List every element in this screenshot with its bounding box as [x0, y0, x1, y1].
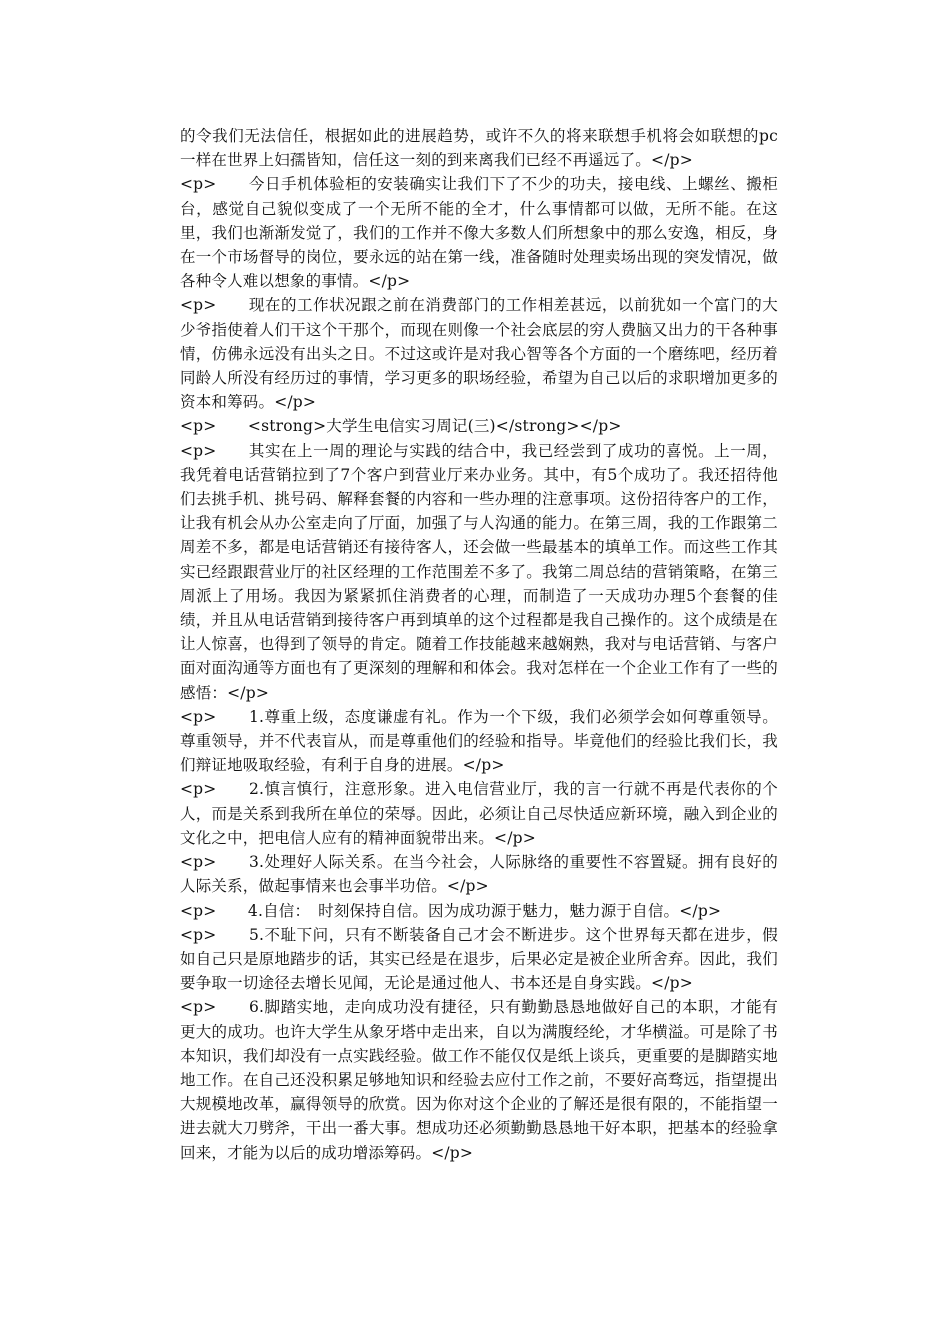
paragraph-5: <p> 其实在上一周的理论与实践的结合中，我已经尝到了成功的喜悦。上一周，我凭着电话营销拉到了7个客户到营业厅来办业务。其中，有5个成功了。我还招待他们去挑手机、挑号码、解释套餐的内容和一些办理的注意事项。这份招待客户的工作，让我有机会从办公室走向了厅面，加强了与人沟通的能力。在第三周，我的工作跟第二周差不多，都是电话营销还有接待客人，还会做一些最基本的填单工作。而这些工作其实已经跟跟营业厅的社区经理的工作范围差不多了。我第二周总结的营销策略，在第三周派上了用场。我因为紧紧抓住消费者的心理，而制造了一天成功办理5个套餐的佳绩，并且从电话营销到接待客户再到填单的这个过程都是我自己操作的。这个成绩是在让人惊喜，也得到了领导的肯定。随着工作技能越来越娴熟，我对与电话营销、与客户面对面沟通等方面也有了更深刻的理解和和体会。我对怎样在一个企业工作有了一些的感悟：</p>: [180, 441, 778, 702]
list-item-4: <p> 4.自信： 时刻保持自信。因为成功源于魅力，魅力源于自信。</p>: [180, 901, 722, 920]
list-item-3: <p> 3.处理好人际关系。在当今社会，人际脉络的重要性不容置疑。拥有良好的人际关系，做起事情来也会事半功倍。</p>: [180, 853, 778, 896]
paragraph-1: 的令我们无法信任，根据如此的进展趋势，或许不久的将来联想手机将会如联想的pc一样在世界上妇孺皆知，信任这一刻的到来离我们已经不再遥远了。</p>: [180, 127, 778, 170]
list-item-1: <p> 1.尊重上级，态度谦虚有礼。作为一个下级，我们必须学会如何尊重领导。尊重领导，并不代表盲从，而是尊重他们的经验和指导。毕竟他们的经验比我们长，我们辩证地吸取经验，有利于自身的进展。</p>: [180, 707, 778, 775]
section-heading-paragraph: <p> <strong>大学生电信实习周记(三)</strong></p>: [180, 417, 622, 436]
list-item-6: <p> 6.脚踏实地，走向成功没有捷径，只有勤勤恳恳地做好自己的本职，才能有更大的成功。也许大学生从象牙塔中走出来，自以为满腹经纶，才华横溢。可是除了书本知识，我们却没有一点实践经验。做工作不能仅仅是纸上谈兵，更重要的是脚踏实地地工作。在自己还没积累足够地知识和经验去应付工作之前，不要好高骛远，指望提出大规模地改革，赢得领导的欣赏。因为你对这个企业的了解还是很有限的，不能指望一进去就大刀劈斧，干出一番大事。想成功还必须勤勤恳恳地干好本职，把基本的经验拿回来，才能为以后的成功增添筹码。</p>: [180, 998, 778, 1162]
document-body: [180, 124, 778, 1165]
list-item-2: <p> 2.慎言慎行，注意形象。进入电信营业厅，我的言一行就不再是代表你的个人，而是关系到我所在单位的荣辱。因此，必须让自己尽快适应新环境，融入到企业的文化之中，把电信人应有的精神面貌带出来。</p>: [180, 780, 778, 847]
paragraph-3: <p> 现在的工作状况跟之前在消费部门的工作相差甚远，以前犹如一个富门的大少爷指使着人们干这个干那个，而现在则像一个社会底层的穷人费脑又出力的干各种事情，仿佛永远没有出头之日。不过这或许是对我心智等各个方面的一个磨练吧，经历着同龄人所没有经历过的事情，学习更多的职场经验，希望为自己以后的求职增加更多的资本和筹码。</p>: [180, 296, 778, 412]
list-item-5: <p> 5.不耻下问，只有不断装备自己才会不断进步。这个世界每天都在进步，假如自己只是原地踏步的话，其实已经是在退步，后果必定是被企业所舍弃。因此，我们要争取一切途径去增长见闻，无论是通过他人、书本还是自身实践。</p>: [180, 925, 778, 993]
paragraph-2: <p> 今日手机体验柜的安装确实让我们下了不少的功夫，接电线、上螺丝、搬柜台，感觉自己貌似变成了一个无所不能的全才，什么事情都可以做，无所不能。在这里，我们也渐渐发觉了，我们的工作并不像大多数人们所想象中的那么安逸，相反，身在一个市场督导的岗位，要永远的站在第一线，准备随时处理卖场出现的突发情况，做各种令人难以想象的事情。</p>: [180, 175, 778, 291]
